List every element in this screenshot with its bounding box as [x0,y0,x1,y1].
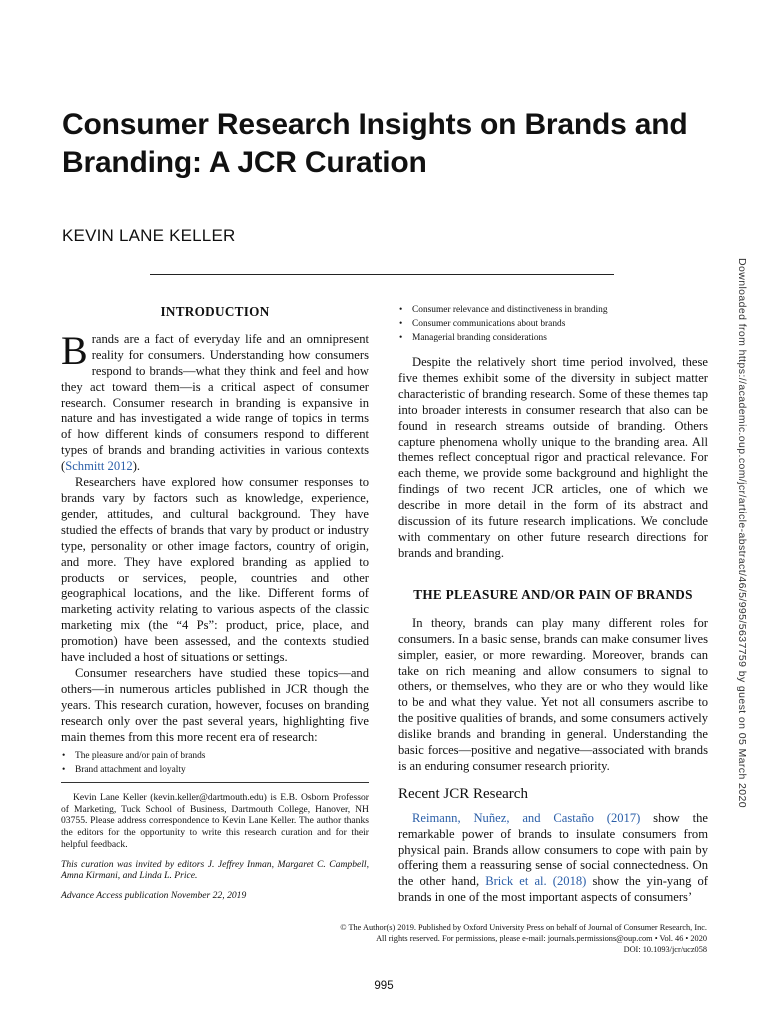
theme-list-right [398,303,708,345]
intro-paragraph-3: Consumer researchers have studied these topics—and others—in numerous articles published in JCR though the years. This research curation, however, focuses on branding research only over the past several years, highlighting five main themes from this more recent era of research: [61,665,369,744]
author-affiliation: Kevin Lane Keller (kevin.keller@dartmouth.edu) is E.B. Osborn Professor of Marketing, Tuck School of Business, Dartmouth College, Hanover, NH 03755. Please address correspondence to Kevin Lane Keller. The author thanks the editors for the opportunity to write this research curation and for their helpful feedback. [61,792,369,850]
list-item: • Consumer relevance and distinctiveness in branding [398,303,708,317]
page-number: 995 [374,980,394,992]
curation-invite-note: This curation was invited by editors J. Jeffrey Inman, Margaret C. Campbell, Amna Kirmani, and Linda L. Price. [61,858,369,882]
advance-access-note: Advance Access publication November 22, 2019 [61,889,247,901]
theme-list-left [61,749,369,777]
recent-research-paragraph: Reimann, Nuñez, and Castaño (2017) show the remarkable power of brands to insulate consumers from physical pain. Brands allow consumers to cope with pain by offering them a reassuring sense of social connectedness. On the other hand, Brick et al. (2018) show the yin-yang of brands in one of the most important aspects of consumers’ [398,810,709,905]
list-item: • Managerial branding considerations [398,331,708,345]
intro-paragraph-2: Researchers have explored how consumer responses to brands vary by factors such as knowledge, experience, gender, attitudes, and cultural background. They have studied the effects of brands that vary by product or industry type, personality or other image factors, country of origin, and more. They have explored branding as applied to products or services, people, countries and other geographical locations, and the like. Different forms of marketing activity relating to various aspects of the classic marketing mix (the “4 Ps”: product, price, place, and promotion) have been assessed, and the contexts studied have included a host of situations or settings. [61,475,369,665]
citation-link-brick[interactable]: Brick et al. (2018) [485,874,587,889]
drop-cap: B [61,327,88,373]
download-watermark: Downloaded from https://academic.oup.com/jcr/article-abstract/46/5/995/5637759 by guest on 05 March 2020 [736,258,748,808]
copyright-notice [287,922,707,955]
copyright-line: © The Author(s) 2019. Published by Oxford University Press on behalf of Journal of Consumer Research, Inc. [340,923,707,932]
footnote-divider [61,782,369,783]
doi-line: DOI: 10.1093/jcr/ucz058 [623,945,707,954]
author-name: KEVIN LANE KELLER [62,226,236,245]
section-heading-pleasure-pain: THE PLEASURE AND/OR PAIN OF BRANDS [413,586,693,602]
section-heading-introduction: INTRODUCTION [160,304,270,319]
permissions-line: All rights reserved. For permissions, please e-mail: journals.permissions@oup.com • Vol. 46 • 2020 [376,934,707,943]
list-item: • Brand attachment and loyalty [61,763,369,777]
author-footnote [61,792,369,910]
pleasure-pain-paragraph: In theory, brands can play many different roles for consumers. In a basic sense, brands can make consumer lives simpler, easier, or more rewarding. Moreover, brands can take on rich meaning and allow consumers to signal to others, or themselves, who they are or who they would like to be and what they value. Yet not all consumers ascribe to the positive qualities of brands, and some consumers actively dislike brands and branding in general. Understanding the basic forces—positive and negative—associated with brands is an enduring consumer research priority. [398,615,708,773]
themes-paragraph: Despite the relatively short time period involved, these five themes exhibit some of the diversity in subject matter characteristic of branding research. Some of these themes tap into broader interests in consumer research that also can be found in research streams outside of branding. Others capture phenomena wholly unique to the branding area. All themes reflect conceptual rigor and practical relevance. For each theme, we provide some background and highlight the findings of two recent JCR articles, one of which we describe in more detail in the form of its abstract and discussion of its future research implications. We conclude with commentary on other future research directions for brands and branding. [398,355,708,560]
citation-link-schmitt[interactable]: Schmitt 2012 [65,459,133,474]
citation-link-reimann[interactable]: Reimann, Nuñez, and Castaño (2017) [412,810,641,825]
title-divider [150,274,614,275]
subsection-heading-recent-research: Recent JCR Research [398,785,528,802]
list-item: • Consumer communications about brands [398,317,708,331]
intro-paragraph-1: Brands are a fact of everyday life and an omnipresent reality for consumers. Understanding how consumers respond to brands—what they think and feel and how they act toward them—is a critical aspect of consumer research. Consumer research in branding is expansive in nature and has investigated a wide range of topics in terms of how different kinds of consumers respond to different types of brands and branding activities in various contexts (Schmitt 2012). [61,327,369,474]
left-column [61,304,369,777]
article-title: Consumer Research Insights on Brands and Branding: A JCR Curation [62,108,688,179]
list-item: • The pleasure and/or pain of brands [61,749,369,763]
right-column [398,303,708,906]
